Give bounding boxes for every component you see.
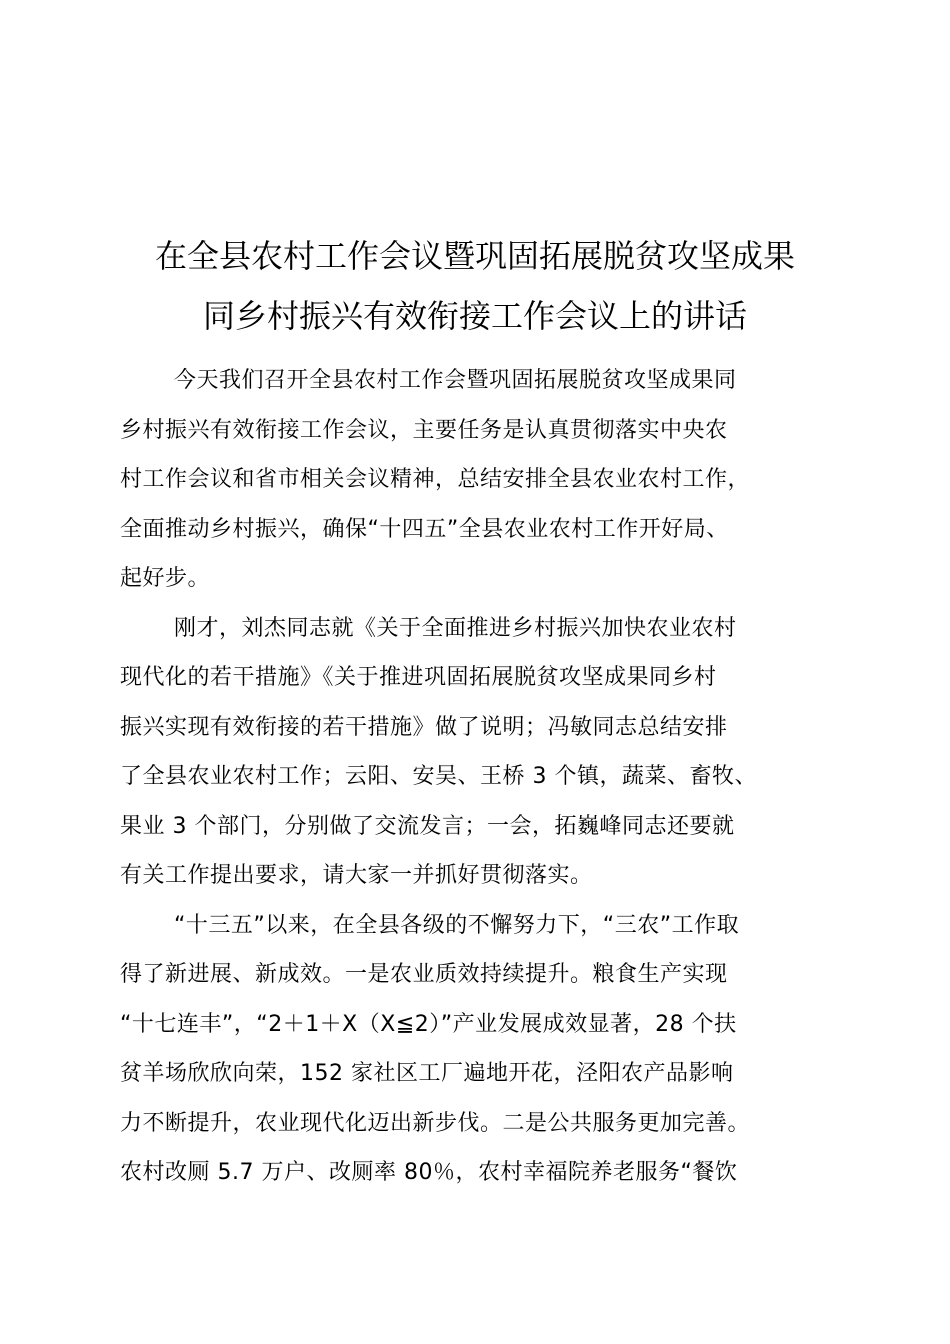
paragraph-2 [120, 604, 860, 901]
paragraph-line: 力不断提升，农业现代化迈出新步伐。二是公共服务更加完善。 [120, 1110, 751, 1136]
paragraph-line: 贫羊场欣欣向荣，152 家社区工厂遍地开花，泾阳农产品影响 [120, 1061, 734, 1086]
paragraph-3 [120, 901, 860, 1198]
paragraph-line: 全面推动乡村振兴，确保“十四五”全县农业农村工作开好局、 [120, 516, 729, 542]
paragraph-line: 果业 3 个部门，分别做了交流发言；一会，拓巍峰同志还要就 [120, 813, 735, 839]
title-line-1: 在全县农村工作会议暨巩固拓展脱贫攻坚成果 [154, 237, 795, 275]
paragraph-line: 得了新进展、新成效。一是农业质效持续提升。粮食生产实现 [120, 962, 728, 987]
document-body [120, 356, 860, 1198]
paragraph-line: 有关工作提出要求，请大家一并抓好贯彻落实。 [120, 863, 593, 888]
paragraph-line: 现代化的若干措施》《关于推进巩固拓展脱贫攻坚成果同乡村 [120, 665, 717, 690]
paragraph-line: 乡村振兴有效衔接工作会议，主要任务是认真贯彻落实中央农 [120, 417, 728, 443]
paragraph-line: 村工作会议和省市相关会议精神，总结安排全县农业农村工作， [120, 467, 751, 492]
paragraph-line: “十三五”以来，在全县各级的不懈努力下，“三农”工作取 [174, 912, 740, 938]
document-title [0, 226, 950, 346]
paragraph-line: 刚才，刘杰同志就《关于全面推进乡村振兴加快农业农村 [174, 615, 737, 641]
paragraph-1 [120, 356, 860, 604]
paragraph-line: 起好步。 [120, 566, 211, 591]
title-line-2: 同乡村振兴有效衔接工作会议上的讲话 [202, 297, 747, 335]
paragraph-line: “十七连丰”，“2＋1＋X（X≦2）”产业发展成效显著，28 个扶 [120, 1011, 737, 1037]
paragraph-line: 振兴实现有效衔接的若干措施》做了说明；冯敏同志总结安排 [120, 714, 728, 740]
paragraph-line: 农村改厕 5.7 万户、改厕率 80％，农村幸福院养老服务“餐饮 [120, 1160, 738, 1185]
paragraph-line: 今天我们召开全县农村工作会暨巩固拓展脱贫攻坚成果同 [174, 368, 737, 393]
paragraph-line: 了全县农业农村工作；云阳、安吴、王桥 3 个镇，蔬菜、畜牧、 [120, 764, 757, 789]
